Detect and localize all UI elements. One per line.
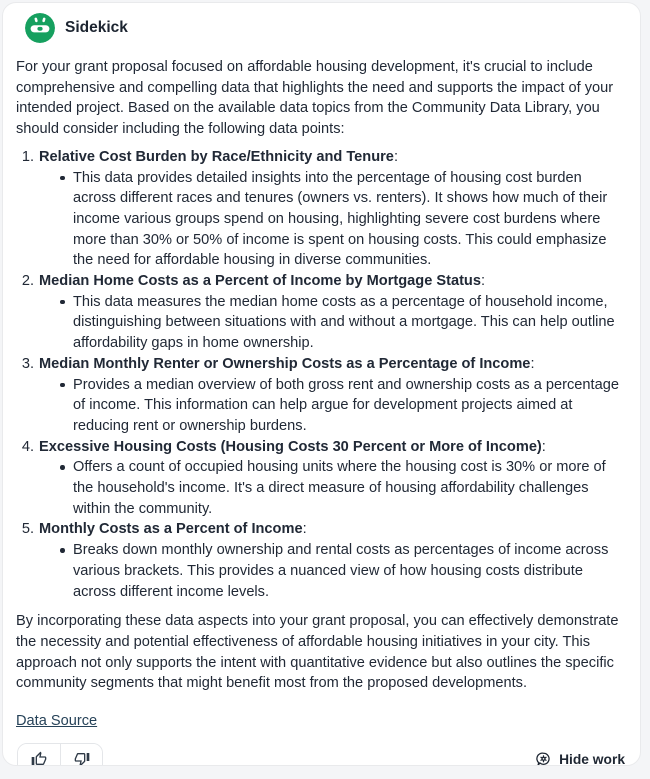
- list-item-title: 2. Median Home Costs as a Percent of Income by Mortgage Status:: [16, 271, 627, 292]
- list-item-title: 1. Relative Cost Burden by Race/Ethnicity and Tenure:: [16, 147, 627, 168]
- thumbs-up-button[interactable]: [18, 744, 60, 766]
- list-item-number: 5.: [21, 521, 34, 538]
- hide-work-button[interactable]: [533, 747, 627, 766]
- list-item-number: 4.: [21, 438, 34, 455]
- bullet-marker: [60, 548, 65, 553]
- list-item: [16, 271, 627, 354]
- list-item-title: 3. Median Monthly Renter or Ownership Costs as a Percentage of Income:: [16, 354, 627, 375]
- hide-work-label: Hide work: [559, 751, 625, 766]
- intro-paragraph: For your grant proposal focused on affordable housing development, it's crucial to include comprehensive and compelling data that highlights the need and supports the impact of your intended project. Based on the available data topics from the Community Data Library, you should consider including the following data points:: [16, 59, 614, 138]
- list-item: [16, 147, 627, 271]
- data-points-list: [16, 147, 627, 602]
- thumbs-down-icon: [74, 751, 90, 766]
- list-item-title: 5. Monthly Costs as a Percent of Income:: [16, 519, 627, 540]
- bullet-marker: [60, 300, 65, 305]
- list-item-detail: Breaks down monthly ownership and rental costs as percentages of income across various brackets. This provides a nuanced view of how housing costs distribute across different income levels.: [16, 540, 627, 602]
- sidekick-bot-avatar-icon: [25, 13, 55, 43]
- list-item: [16, 519, 627, 602]
- list-item-detail: Offers a count of occupied housing units where the housing cost is 30% or more of the household's income. It's a direct measure of housing affordability challenges within the community.: [16, 457, 627, 519]
- list-item-title: 4. Excessive Housing Costs (Housing Costs 30 Percent or More of Income):: [16, 437, 627, 458]
- work-bubble-gear-icon: [535, 751, 552, 766]
- bullet-marker: [60, 383, 65, 388]
- list-item-number: 2.: [21, 273, 34, 290]
- bullet-marker: [60, 465, 65, 470]
- list-item-number: 3.: [21, 355, 34, 372]
- thumbs-up-icon: [31, 751, 47, 766]
- data-source-link[interactable]: Data Source: [16, 713, 98, 730]
- message-header: [25, 13, 627, 43]
- assistant-message-card: [2, 2, 641, 766]
- bot-name: Sidekick: [65, 19, 128, 36]
- list-item: [16, 437, 627, 520]
- list-item-detail: This data provides detailed insights into the percentage of housing cost burden across different races and tenures (owners vs. renters). It shows how much of their income various groups spend on housing, highlighting severe cost burdens where more than 30% or 50% of income is spent on housing costs. This could emphasize the need for affordable housing in diverse communities.: [16, 168, 627, 272]
- message-body: [16, 57, 627, 732]
- message-footer: [16, 743, 627, 766]
- outro-paragraph: By incorporating these data aspects into your grant proposal, you can effectively demonstrate the necessity and potential effectiveness of affordable housing initiatives in your city. This approach not only supports the intent with quantitative evidence but also outlines the specific community segments that might benefit most from the proposed developments.: [16, 613, 619, 692]
- list-item: [16, 354, 627, 437]
- feedback-button-group: [17, 743, 103, 766]
- list-item-detail: This data measures the median home costs as a percentage of household income, distinguishing between situations with and without a mortgage. This can help outline affordability gaps in home ownership.: [16, 292, 627, 354]
- list-item-detail: Provides a median overview of both gross rent and ownership costs as a percentage of income. This information can help argue for development projects aimed at reducing rent or ownership burdens.: [16, 375, 627, 437]
- thumbs-down-button[interactable]: [60, 744, 102, 766]
- bullet-marker: [60, 176, 65, 181]
- list-item-number: 1.: [21, 148, 34, 165]
